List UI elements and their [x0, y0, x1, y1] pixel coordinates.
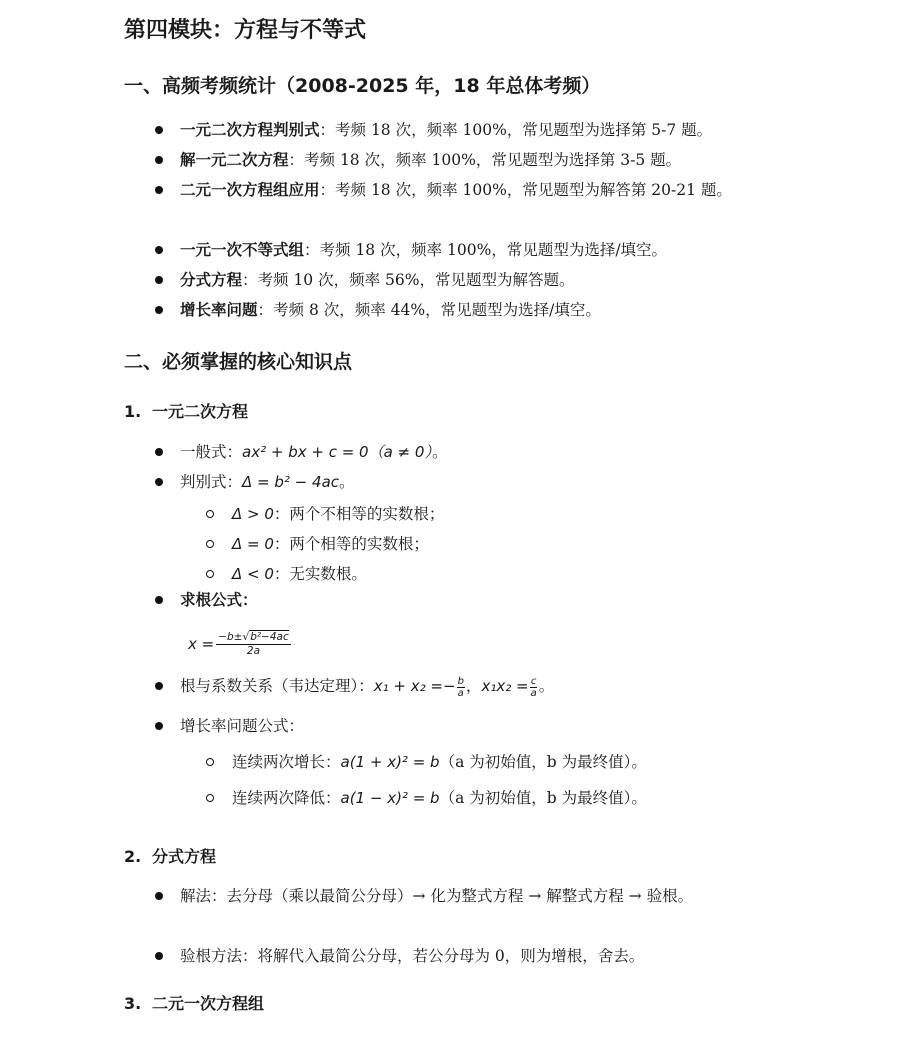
- discriminant-formula: Δ = b² − 4ac: [242, 473, 340, 491]
- list-item: 一元二次方程判别式：考频 18 次，频率 100%，常见题型为选择第 5-7 题。: [180, 116, 780, 144]
- list-item: 增长率问题：考频 8 次，频率 44%，常见题型为选择/填空。: [180, 296, 780, 324]
- list-item-growth: 增长率问题公式：: [180, 712, 780, 740]
- sub-list-item: Δ > 0：两个不相等的实数根；: [232, 500, 792, 528]
- list-item-discriminant: 判别式：Δ = b² − 4ac。: [180, 468, 780, 496]
- list-item-vieta: 根与系数关系（韦达定理）：x₁ + x₂ =− $\frac{b}{a}$ ，x₁x₂ = $\frac{c}{a}$ 。: [180, 672, 780, 700]
- subsection-heading-3: 3. 二元一次方程组: [124, 994, 265, 1013]
- page-title: 第四模块：方程与不等式: [124, 18, 367, 43]
- list-item: 解一元二次方程：考频 18 次，频率 100%，常见题型为选择第 3-5 题。: [180, 146, 780, 174]
- sub-list-item: Δ < 0：无实数根。: [232, 560, 792, 588]
- list-item: 验根方法：将解代入最简公分母，若公分母为 0，则为增根，舍去。: [180, 942, 780, 970]
- list-item-general-form: 一般式：ax² + bx + c = 0（a ≠ 0）。: [180, 438, 780, 466]
- list-item: 解法：去分母（乘以最简公分母）→ 化为整式方程 → 解整式方程 → 验根。: [180, 882, 772, 910]
- section2-heading: 二、必须掌握的核心知识点: [124, 351, 353, 373]
- list-item: 二元一次方程组应用：考频 18 次，频率 100%，常见题型为解答第 20-21 题。: [180, 176, 776, 204]
- sub-list-item: 连续两次降低：a(1 − x)² = b（a 为初始值，b 为最终值）。: [232, 784, 792, 812]
- section1-heading: 一、高频考频统计（2008-2025 年，18 年总体考频）: [124, 75, 601, 97]
- list-item: 一元一次不等式组：考频 18 次，频率 100%，常见题型为选择/填空。: [180, 236, 780, 264]
- quadratic-formula: x = $\frac{\text{−b±√b²−4ac}}{2a}$: [188, 631, 289, 657]
- list-item-root-formula: 求根公式：: [180, 586, 780, 614]
- subsection-heading-1: 1. 一元二次方程: [124, 402, 249, 421]
- sub-list-item: 连续两次增长：a(1 + x)² = b（a 为初始值，b 为最终值）。: [232, 748, 792, 776]
- list-item: 分式方程：考频 10 次，频率 56%，常见题型为解答题。: [180, 266, 780, 294]
- sub-list-item: Δ = 0：两个相等的实数根；: [232, 530, 792, 558]
- subsection-heading-2: 2. 分式方程: [124, 847, 217, 866]
- root-fraction: $\frac{\text{−b±√b²−4ac}}{2a}$: [218, 631, 289, 657]
- general-formula: ax² + bx + c = 0（a ≠ 0）: [242, 443, 432, 461]
